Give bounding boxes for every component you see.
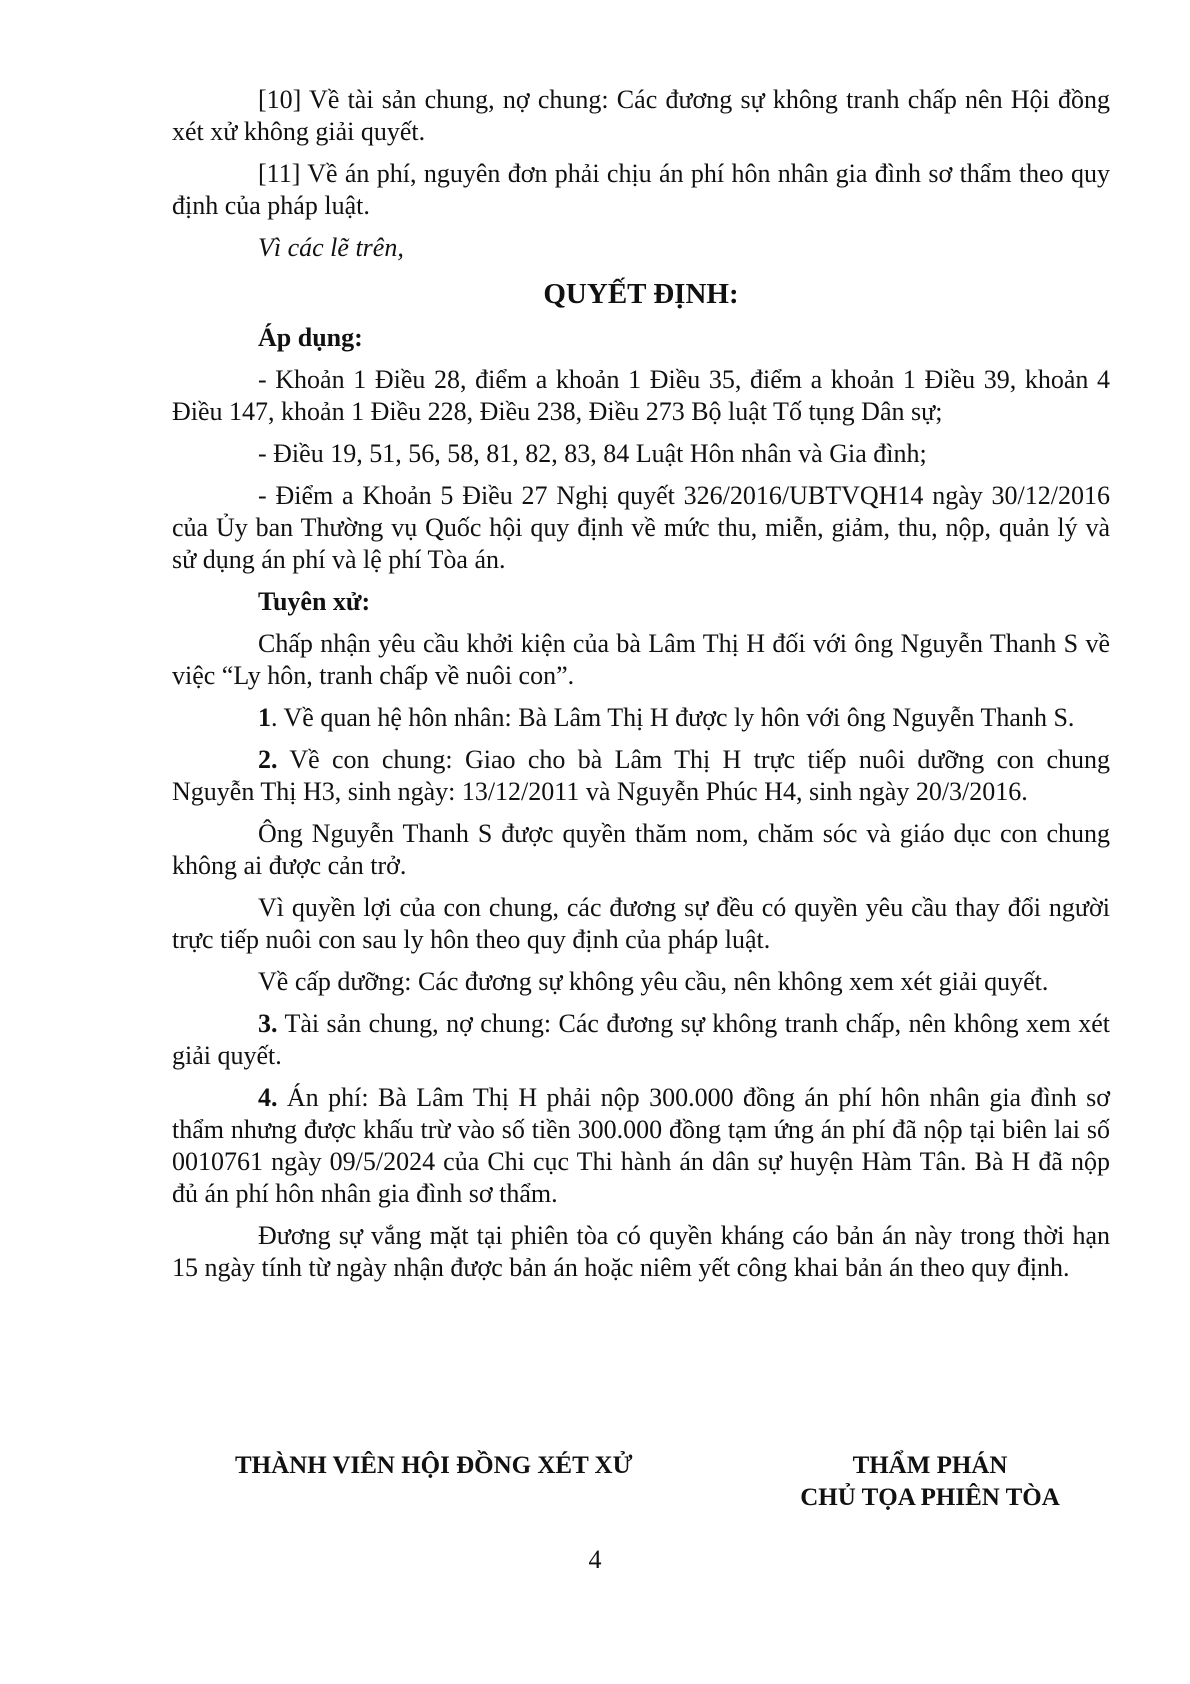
apply-item-3: - Điểm a Khoản 5 Điều 27 Nghị quyết 326/2016/UBTVQH14 ngày 30/12/2016 của Ủy ban Thường vụ Quốc hội quy định về mức thu, miễn, giảm, thu, nộp, quản lý và sử dụng án phí và lệ phí Tòa án. [172,481,1110,574]
paragraph-11: [11] Về án phí, nguyên đơn phải chịu án phí hôn nhân gia đình sơ thẩm theo quy định của pháp luật. [172,159,1110,220]
verdict-item-2-text: Về con chung: Giao cho bà Lâm Thị H trực tiếp nuôi dưỡng con chung Nguyễn Thị H3, sinh ngày: 13/12/2011 và Nguyễn Phúc H4, sinh ngày 20/3/2016. [172,745,1110,806]
verdict-label: Tuyên xử: [258,587,371,616]
reasons-line: Vì các lẽ trên, [258,233,404,262]
accept-paragraph: Chấp nhận yêu cầu khởi kiện của bà Lâm Thị H đối với ông Nguyễn Thanh S về việc “Ly hôn, tranh chấp về nuôi con”. [172,629,1110,690]
verdict-item-4-text: Án phí: Bà Lâm Thị H phải nộp 300.000 đồng án phí hôn nhân gia đình sơ thẩm nhưng được khấu trừ vào số tiền 300.000 đồng tạm ứng án phí đã nộp tại biên lai số 0010761 ngày 09/5/2024 của Chi cục Thi hành án dân sự huyện Hàm Tân. Bà H đã nộp đủ án phí hôn nhân gia đình sơ thẩm. [172,1083,1110,1208]
decision-title: QUYẾT ĐỊNH: [543,278,739,310]
verdict-item-3-text: Tài sản chung, nợ chung: Các đương sự không tranh chấp, nên không xem xét giải quyết. [172,1009,1110,1070]
signature-block [0,1450,1190,1520]
signature-right-subtitle: CHỦ TỌA PHIÊN TÒA [800,1484,1060,1511]
verdict-item-2-number: 2. [258,745,278,774]
verdict-item-1-number: 1 [258,703,271,732]
rights-paragraph: Vì quyền lợi của con chung, các đương sự đều có quyền yêu cầu thay đổi người trực tiếp nuôi con sau ly hôn theo quy định của pháp luật. [172,893,1110,954]
page-number: 4 [588,1545,602,1574]
verdict-item-3-number: 3. [258,1009,278,1038]
apply-item-2: - Điều 19, 51, 56, 58, 81, 82, 83, 84 Luật Hôn nhân và Gia đình; [258,439,927,468]
verdict-item-2 [172,744,1110,808]
document-body [172,84,1110,1294]
verdict-item-4-number: 4. [258,1083,278,1112]
signature-right-title: THẨM PHÁN [852,1452,1008,1479]
appeal-paragraph: Đương sự vắng mặt tại phiên tòa có quyền kháng cáo bản án này trong thời hạn 15 ngày tính từ ngày nhận được bản án hoặc niêm yết công khai bản án theo quy định. [172,1221,1110,1282]
signature-left-title: THÀNH VIÊN HỘI ĐỒNG XÉT XỬ [235,1452,633,1479]
visit-paragraph: Ông Nguyễn Thanh S được quyền thăm nom, chăm sóc và giáo dục con chung không ai được cản trở. [172,819,1110,880]
support-paragraph: Về cấp dưỡng: Các đương sự không yêu cầu, nên không xem xét giải quyết. [258,967,1049,996]
signature-right [780,1450,1080,1514]
verdict-item-3 [172,1008,1110,1072]
apply-item-1: - Khoản 1 Điều 28, điểm a khoản 1 Điều 35, điểm a khoản 1 Điều 39, khoản 4 Điều 147, khoản 1 Điều 228, Điều 238, Điều 273 Bộ luật Tố tụng Dân sự; [172,365,1110,426]
apply-label: Áp dụng: [258,323,363,352]
verdict-item-4 [172,1082,1110,1210]
verdict-item-1-text: . Về quan hệ hôn nhân: Bà Lâm Thị H được ly hôn với ông Nguyễn Thanh S. [271,703,1075,732]
paragraph-10: [10] Về tài sản chung, nợ chung: Các đương sự không tranh chấp nên Hội đồng xét xử không giải quyết. [172,85,1110,146]
verdict-item-1 [172,702,1110,734]
